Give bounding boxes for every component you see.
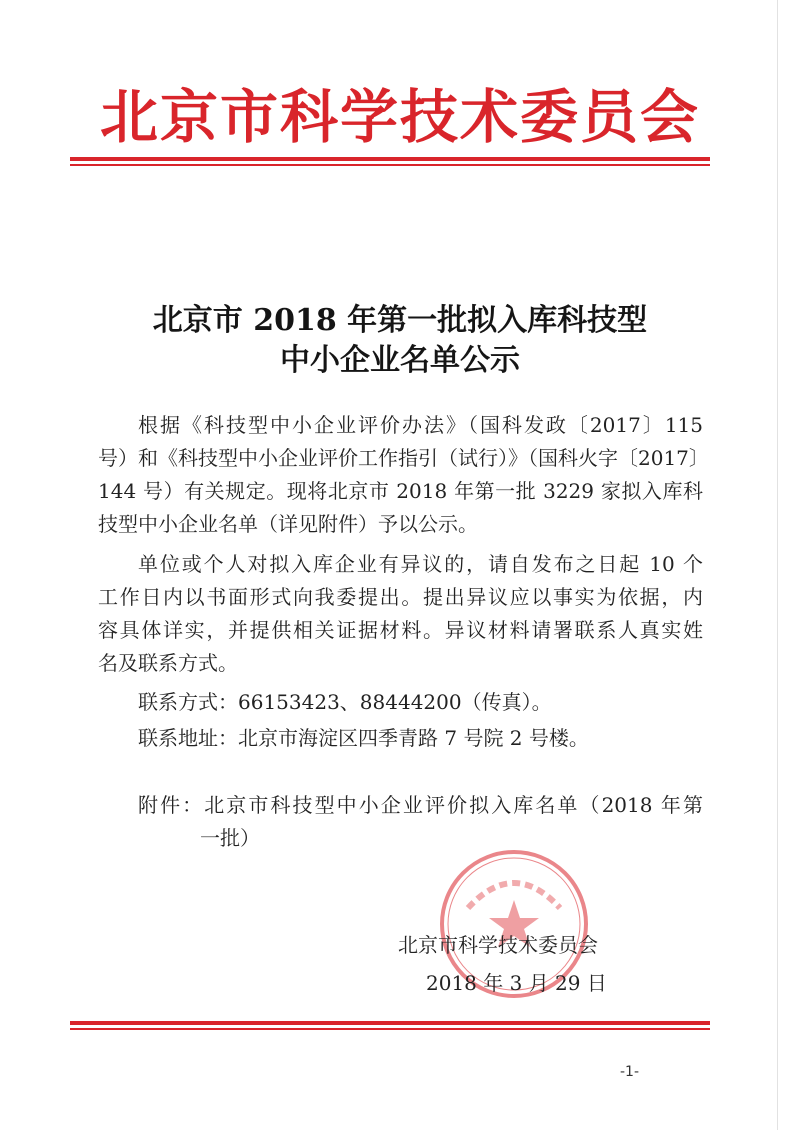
letterhead-rule-thin [70, 164, 710, 166]
footer-rule-thin [70, 1028, 710, 1030]
paragraph-line: 单位或个人对拟入库企业有异议的，请自发布之日起 10 个 [138, 552, 703, 576]
paragraph-line: 技型中小企业名单（详见附件）予以公示。 [98, 512, 478, 536]
attachment-line: 附件：北京市科技型中小企业评价拟入库名单（2018 年第 [138, 793, 703, 817]
paragraph-line: 号）和《科技型中小企业评价工作指引（试行）》（国科火字〔2017〕 [98, 446, 709, 470]
doc-title-line-2: 中小企业名单公示 [280, 343, 520, 378]
paragraph-line: 容具体详实，并提供相关证据材料。异议材料请署联系人真实姓 [98, 618, 703, 642]
signature-date: 2018 年 3 月 29 日 [426, 971, 607, 995]
footer-rule-thick [70, 1021, 710, 1025]
attachment-line: 一批） [200, 826, 260, 850]
contact-address [138, 722, 708, 755]
paragraph-line: 144 号）有关规定。现将北京市 2018 年第一批 3229 家拟入库科 [98, 479, 703, 503]
paragraph-objection [98, 548, 703, 680]
contact-address-text: 联系地址：北京市海淀区四季青路 7 号院 2 号楼。 [138, 726, 589, 750]
paragraph-basis [98, 409, 709, 541]
paragraph-line: 工作日内以书面形式向我委提出。提出异议应以事实为依据，内 [98, 585, 703, 609]
contact-phone-text: 联系方式：66153423、88444200（传真）。 [138, 690, 552, 714]
signature-org: 北京市科学技术委员会 [398, 933, 598, 957]
doc-title-line-1: 北京市 2018 年第一批拟入库科技型 [152, 303, 648, 338]
contact-phone [138, 686, 708, 719]
paragraph-line: 名及联系方式。 [98, 651, 238, 675]
scan-edge-line [777, 0, 778, 1130]
attachment-note [138, 789, 703, 855]
letterhead-title: 北京市科学技术委员会 [99, 83, 700, 151]
paragraph-line: 根据《科技型中小企业评价办法》（国科发政〔2017〕115 [138, 413, 703, 437]
letterhead-rule-thick [70, 157, 710, 161]
page-number: -1- [620, 1064, 640, 1080]
